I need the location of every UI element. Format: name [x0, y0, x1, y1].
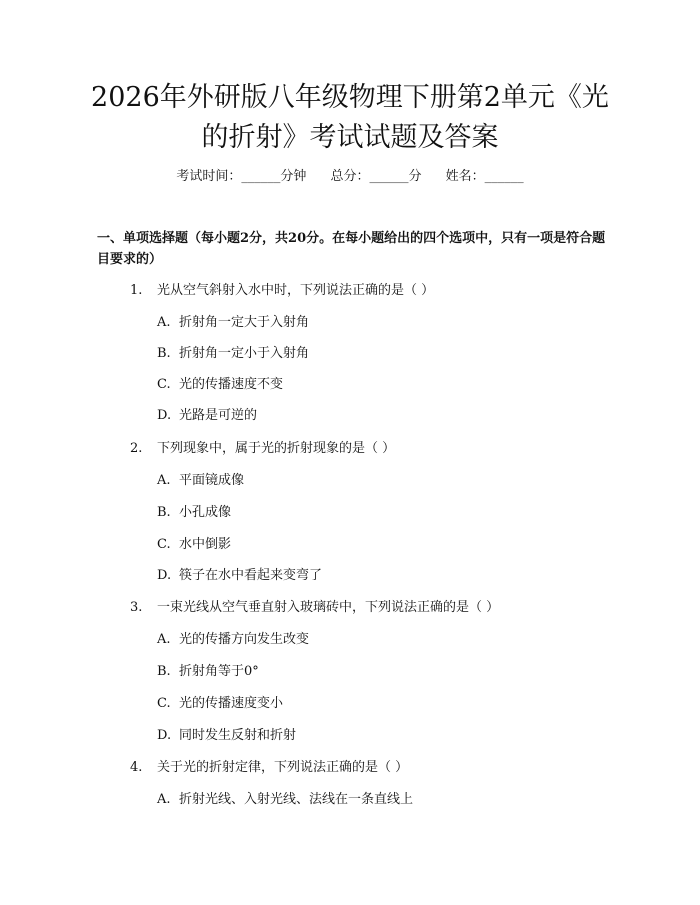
exam-time-field: 考试时间：______分钟 — [176, 169, 307, 184]
question-1-option-d: D. 光路是可逆的 — [157, 408, 258, 423]
question-1-option-b: B. 折射角一定小于入射角 — [157, 346, 310, 361]
question-4-option-a: A. 折射光线、入射光线、法线在一条直线上 — [157, 792, 414, 807]
question-3: 3. 一束光线从空气垂直射入玻璃砖中，下列说法正确的是（ ） — [130, 600, 500, 615]
question-1-option-a: A. 折射角一定大于入射角 — [157, 315, 310, 330]
question-3-option-a: A. 光的传播方向发生改变 — [157, 632, 310, 647]
question-2-option-c: C. 水中倒影 — [157, 537, 232, 552]
title-line-2: 的折射》考试试题及答案 — [201, 122, 499, 153]
question-2: 2. 下列现象中，属于光的折射现象的是（ ） — [130, 441, 396, 456]
question-3-option-d: D. 同时发生反射和折射 — [157, 728, 297, 743]
question-2-option-d: D. 筷子在水中看起来变弯了 — [157, 568, 323, 583]
exam-info-line — [0, 168, 700, 186]
total-score-field: 总分：______分 — [330, 169, 422, 184]
question-2-option-a: A. 平面镜成像 — [157, 473, 245, 488]
question-2-option-b: B. 小孔成像 — [157, 505, 232, 520]
question-1: 1. 光从空气斜射入水中时，下列说法正确的是（ ） — [130, 283, 435, 298]
document-title — [40, 78, 660, 158]
question-1-option-c: C. 光的传播速度不变 — [157, 377, 284, 392]
student-name-field: 姓名：______ — [445, 169, 524, 184]
section-heading: 一、单项选择题（每小题2分，共20分。在每小题给出的四个选项中，只有一项是符合题目要求的） — [97, 231, 606, 267]
question-3-option-b: B. 折射角等于0° — [157, 664, 259, 679]
question-3-option-c: C. 光的传播速度变小 — [157, 696, 284, 711]
title-line-1: 2026年外研版八年级物理下册第2单元《光 — [91, 82, 609, 113]
question-4: 4. 关于光的折射定律，下列说法正确的是（ ） — [130, 760, 409, 775]
